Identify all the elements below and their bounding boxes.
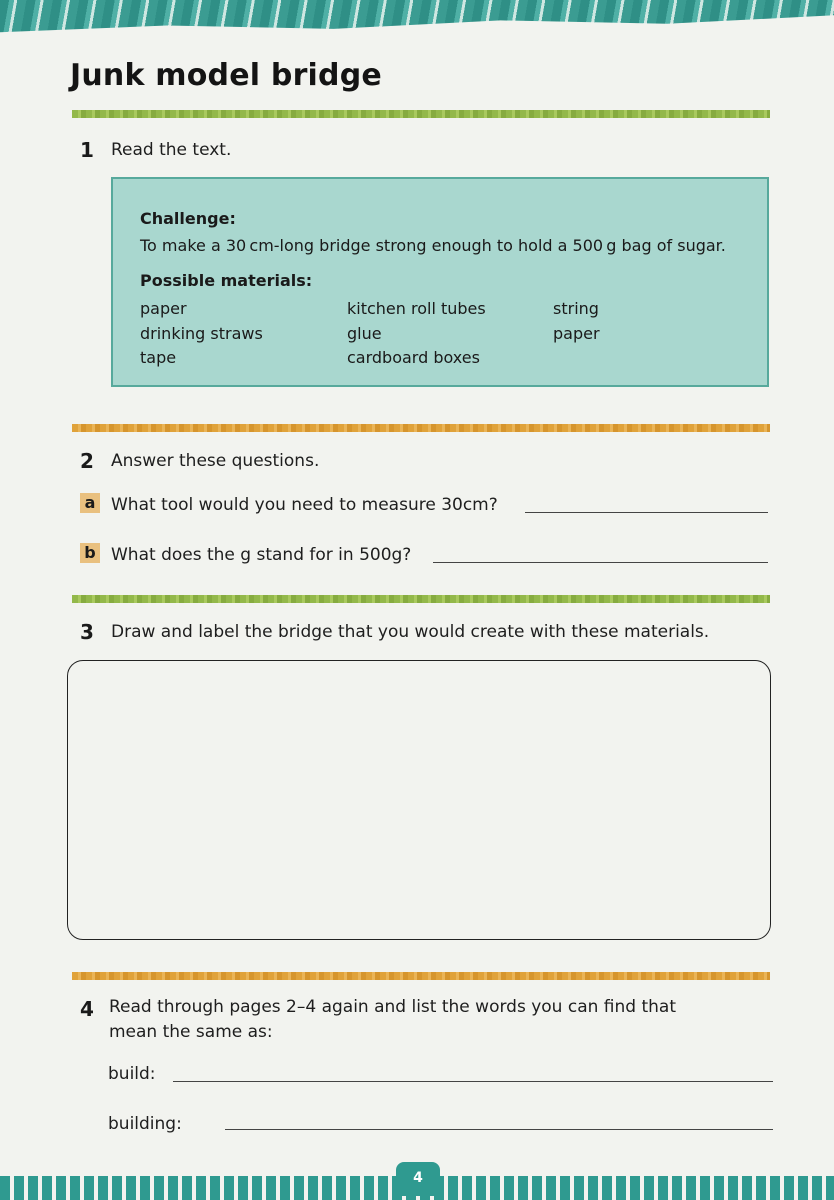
divider-green [72, 595, 770, 603]
divider-orange [72, 972, 770, 980]
q1-number: 1 [80, 138, 94, 162]
q2-number: 2 [80, 449, 94, 473]
challenge-text: To make a 30 cm-long bridge strong enough to hold a 500 g bag of sugar. [140, 236, 726, 255]
material-item: glue [347, 324, 382, 343]
material-item: tape [140, 348, 177, 367]
material-item: drinking straws [140, 324, 263, 343]
drawing-area[interactable] [67, 660, 771, 940]
q1-text: Read the text. [111, 140, 232, 160]
q2a-text: What tool would you need to measure 30cm? [111, 495, 498, 515]
build-label: build: [108, 1064, 156, 1084]
material-item: kitchen roll tubes [347, 299, 486, 318]
q3-number: 3 [80, 620, 94, 644]
q4-text-line2: mean the same as: [109, 1022, 273, 1042]
q2a-answer-line[interactable] [525, 512, 768, 513]
challenge-heading: Challenge: [140, 209, 236, 228]
page-title: Junk model bridge [70, 58, 382, 93]
q4-text-line1: Read through pages 2–4 again and list the words you can find that [109, 997, 676, 1017]
divider-green [72, 110, 770, 118]
page-number: 4 [396, 1162, 440, 1196]
building-answer-line[interactable] [225, 1129, 773, 1130]
q4-number: 4 [80, 997, 94, 1021]
q2b-label: b [80, 543, 100, 563]
build-answer-line[interactable] [173, 1081, 773, 1082]
divider-orange [72, 424, 770, 432]
material-item: paper [553, 324, 600, 343]
q2b-answer-line[interactable] [433, 562, 768, 563]
challenge-box [111, 177, 769, 387]
material-item: paper [140, 299, 187, 318]
q2-text: Answer these questions. [111, 451, 320, 471]
building-label: building: [108, 1114, 182, 1134]
material-item: string [553, 299, 599, 318]
q2a-label: a [80, 493, 100, 513]
material-item: cardboard boxes [347, 348, 480, 367]
q3-text: Draw and label the bridge that you would create with these materials. [111, 622, 710, 642]
top-decorative-band [0, 0, 834, 34]
q2b-text: What does the g stand for in 500g? [111, 545, 412, 565]
materials-heading: Possible materials: [140, 271, 313, 290]
